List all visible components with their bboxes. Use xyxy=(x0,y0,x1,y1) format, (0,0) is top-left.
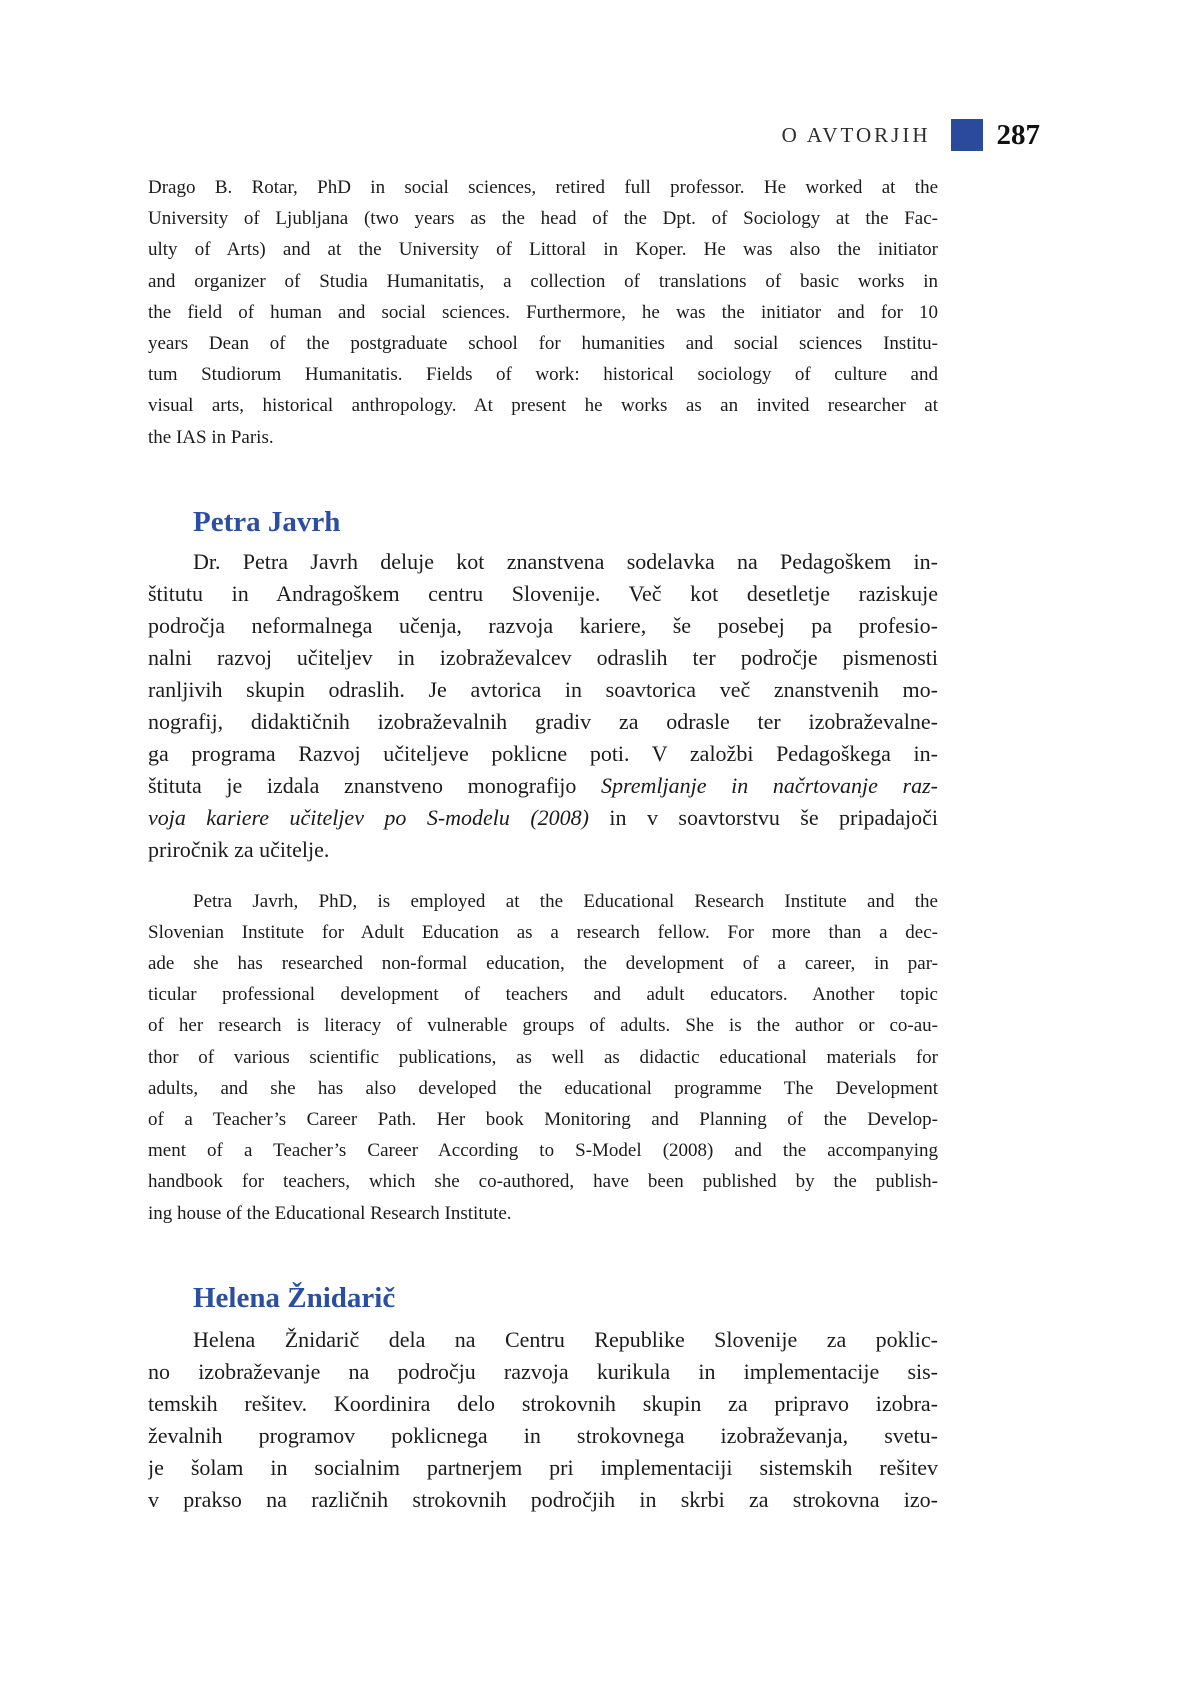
text-line xyxy=(148,1324,938,1356)
text-segment: temskih rešitev. Koordinira delo strokovnih skupin za pripravo izobra- xyxy=(148,1390,938,1416)
text-segment: ževalnih programov poklicnega in strokovnega izobraževanja, svetu- xyxy=(148,1422,938,1448)
text-segment: ade she has researched non-formal education, the development of a career, in par- xyxy=(148,953,938,975)
text-segment: thor of various scientific publications, as well as didactic educational materials for xyxy=(148,1046,938,1068)
text-segment: Petra Javrh, PhD, is employed at the Educational Research Institute and the xyxy=(193,890,938,912)
text-column xyxy=(148,172,938,1516)
text-segment: ulty of Arts) and at the University of Littoral in Koper. He was also the initiator xyxy=(148,239,938,261)
text-segment: štituta je izdala znanstveno monografijo xyxy=(148,772,601,798)
page-header xyxy=(0,0,1187,152)
text-line xyxy=(148,674,938,706)
text-line xyxy=(148,1198,938,1229)
text-line xyxy=(148,834,938,866)
text-segment: the IAS in Paris. xyxy=(148,426,274,448)
text-segment: Dr. Petra Javrh deluje kot znanstvena sodelavka na Pedagoškem in- xyxy=(193,548,938,574)
author-heading-javrh: Petra Javrh xyxy=(193,505,341,538)
paragraph-rotar-en xyxy=(148,172,938,453)
italic-text-segment: voja kariere učiteljev po S-modelu (2008) xyxy=(148,804,589,830)
text-line xyxy=(148,738,938,770)
text-segment: of her research is literacy of vulnerable groups of adults. She is the author or co-au- xyxy=(148,1015,938,1037)
text-segment: je šolam in socialnim partnerjem pri implementaciji sistemskih rešitev xyxy=(148,1454,938,1480)
text-segment: nografij, didaktičnih izobraževalnih gradiv za odrasle ter izobraževalne- xyxy=(148,708,938,734)
text-line xyxy=(148,1135,938,1166)
text-segment: ing house of the Educational Research Institute. xyxy=(148,1202,512,1224)
text-line xyxy=(148,234,938,265)
text-line xyxy=(148,546,938,578)
text-line xyxy=(148,578,938,610)
running-head-title: O AVTORJIH xyxy=(781,122,931,147)
text-segment: ticular professional development of teachers and adult educators. Another topic xyxy=(148,984,938,1006)
text-segment: ranljivih skupin odraslih. Je avtorica in soavtorica več znanstvenih mo- xyxy=(148,676,938,702)
text-segment: years Dean of the postgraduate school for humanities and social sciences Institu- xyxy=(148,332,938,354)
text-line xyxy=(148,886,938,917)
text-line xyxy=(148,802,938,834)
paragraph-javrh-en xyxy=(148,886,938,1229)
text-line xyxy=(148,172,938,203)
text-segment: Slovenian Institute for Adult Education as a research fellow. For more than a dec- xyxy=(148,921,938,943)
text-segment: nalni razvoj učiteljev in izobraževalcev odraslih ter področje pismenosti xyxy=(148,644,938,670)
text-segment: Drago B. Rotar, PhD in social sciences, retired full professor. He worked at the xyxy=(148,177,938,198)
text-segment: ment of a Teacher’s Career According to S-Model (2008) and the accompanying xyxy=(148,1140,938,1162)
text-line xyxy=(148,297,938,328)
text-line xyxy=(148,1042,938,1073)
text-line xyxy=(148,1420,938,1452)
paragraph-znidaric-sl xyxy=(148,1324,938,1516)
text-segment: of a Teacher’s Career Path. Her book Monitoring and Planning of the Develop- xyxy=(148,1109,938,1130)
text-line xyxy=(148,266,938,297)
text-segment: no izobraževanje na področju razvoja kurikula in implementacije sis- xyxy=(148,1358,938,1384)
text-line xyxy=(148,1388,938,1420)
text-segment: handbook for teachers, which she co-authored, have been published by the publish- xyxy=(148,1171,938,1193)
text-line xyxy=(148,1010,938,1041)
text-segment: adults, and she has also developed the educational programme The Development xyxy=(148,1077,938,1099)
text-line xyxy=(148,948,938,979)
text-line xyxy=(148,1452,938,1484)
text-segment: ga programa Razvoj učiteljeve poklicne poti. V založbi Pedagoškega in- xyxy=(148,740,938,766)
italic-text-segment: Spremljanje in načrtovanje raz- xyxy=(601,772,938,798)
text-line xyxy=(148,1356,938,1388)
text-line xyxy=(148,1104,938,1135)
text-line xyxy=(148,1073,938,1104)
text-line xyxy=(148,610,938,642)
text-segment: štitutu in Andragoškem centru Slovenije. Več kot desetletje raziskuje xyxy=(148,580,938,606)
text-segment: in v soavtorstvu še pripadajoči xyxy=(589,804,938,830)
text-line xyxy=(148,1166,938,1197)
page-number: 287 xyxy=(996,118,1040,151)
text-line xyxy=(148,203,938,234)
text-line xyxy=(148,917,938,948)
text-segment: priročnik za učitelje. xyxy=(148,836,330,862)
text-segment: v prakso na različnih strokovnih področjih in skrbi za strokovna izo- xyxy=(148,1486,938,1512)
text-line xyxy=(148,422,938,453)
text-line xyxy=(148,328,938,359)
text-segment: University of Ljubljana (two years as the head of the Dpt. of Sociology at the Fac- xyxy=(148,208,938,230)
text-line xyxy=(148,642,938,674)
text-line xyxy=(148,390,938,421)
text-line xyxy=(148,770,938,802)
paragraph-javrh-sl xyxy=(148,546,938,866)
text-line xyxy=(148,359,938,390)
text-segment: področja neformalnega učenja, razvoja kariere, še posebej pa profesio- xyxy=(148,612,938,638)
text-segment: visual arts, historical anthropology. At present he works as an invited researcher at xyxy=(148,395,938,417)
text-segment: and organizer of Studia Humanitatis, a collection of translations of basic works in xyxy=(148,270,938,292)
text-segment: Helena Žnidarič dela na Centru Republike Slovenije za poklic- xyxy=(193,1326,938,1352)
text-line xyxy=(148,706,938,738)
text-line xyxy=(148,979,938,1010)
text-line xyxy=(148,1484,938,1516)
text-segment: tum Studiorum Humanitatis. Fields of work: historical sociology of culture and xyxy=(148,364,938,386)
page-number-marker xyxy=(951,119,983,151)
author-heading-znidaric: Helena Žnidarič xyxy=(193,1281,396,1314)
text-segment: the field of human and social sciences. Furthermore, he was the initiator and for 10 xyxy=(148,301,938,323)
